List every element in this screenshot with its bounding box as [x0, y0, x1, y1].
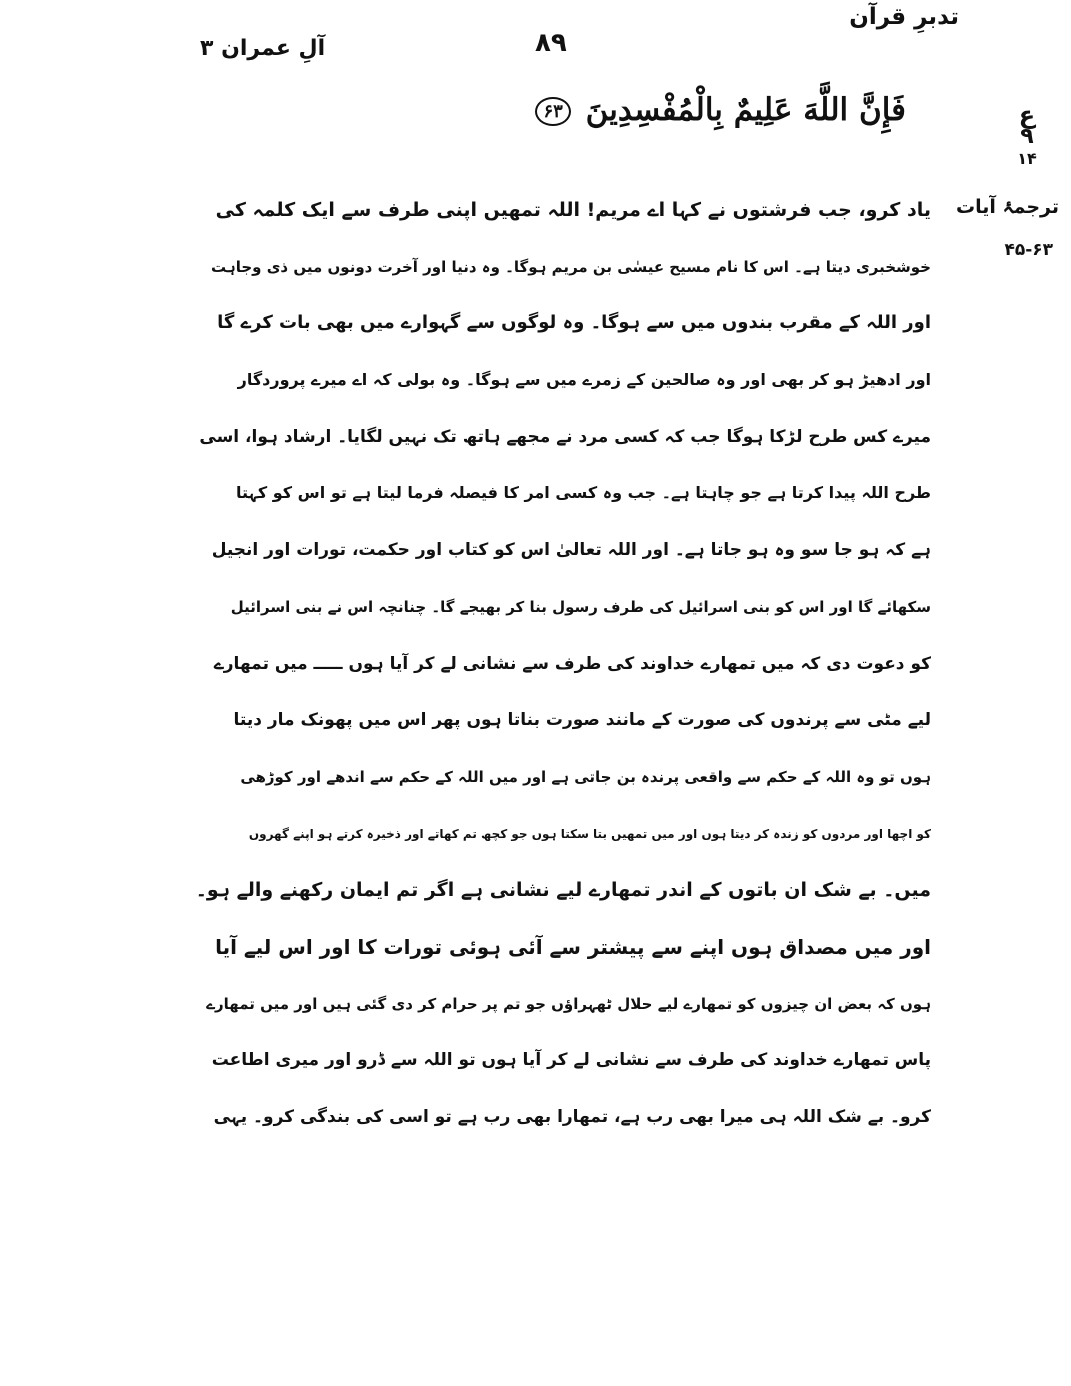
text-line: اور ادھیڑ ہو کر بھی اور وہ صالحین کے زمرے میں سے ہوگا۔ وہ بولی کہ اے میرے پروردگار: [237, 370, 931, 390]
book-title: تدبرِ قرآن: [849, 4, 959, 30]
text-line: کرو۔ بے شک اللہ ہی میرا بھی رب ہے، تمھارا بھی رب ہے تو اسی کی بندگی کرو۔ یہی: [213, 1107, 931, 1127]
text-line: ہوں کہ بعض ان چیزوں کو تمھارے لیے حلال ٹھہراؤں جو تم پر حرام کر دی گئی ہیں اور میں تمھارے: [206, 994, 931, 1013]
text-line: سکھائے گا اور اس کو بنی اسرائیل کی طرف رسول بنا کر بھیجے گا۔ چنانچہ اس نے بنی اسرائیل: [230, 597, 931, 616]
quran-verse: [535, 92, 906, 128]
text-line: یاد کرو، جب فرشتوں نے کہا اے مریم! اللہ تمھیں اپنی طرف سے ایک کلمہ کی: [215, 199, 931, 221]
text-line: پاس تمھارے خداوند کی طرف سے نشانی لے کر آیا ہوں تو اللہ سے ڈرو اور میری اطاعت: [211, 1050, 931, 1071]
text-line: کو دعوت دی کہ میں تمھارے خداوند کی طرف سے نشانی لے کر آیا ہوں ـــــ میں تمھارے: [213, 653, 931, 674]
ruku-number: ۹: [1020, 124, 1034, 149]
ruku-count: ۱۴: [1017, 149, 1037, 168]
text-line: میرے کس طرح لڑکا ہوگا جب کہ کسی مرد نے مجھے ہاتھ تک نہیں لگایا۔ ارشاد ہوا، اسی: [199, 426, 931, 447]
verse-number: ۶۳: [535, 97, 570, 126]
margin-note-title: ترجمۂ آیات: [955, 196, 1059, 218]
text-line: کو اچھا اور مردوں کو زندہ کر دیتا ہوں اور میں تمھیں بتا سکتا ہوں جو کچھ تم کھاتے اور ذخیرہ کرتے ہو اپنے گھروں: [248, 826, 931, 841]
translation-body: [196, 182, 931, 1146]
text-line: خوشخبری دیتا ہے۔ اس کا نام مسیح عیسٰی بن مریم ہوگا۔ وہ دنیا اور آخرت دونوں میں ذی وجاہت: [211, 257, 931, 276]
text-line: لیے مٹی سے پرندوں کی صورت کے مانند صورت بناتا ہوں پھر اس میں پھونک مار دیتا: [233, 710, 931, 731]
text-line: ہے کہ ہو جا سو وہ ہو جاتا ہے۔ اور اللہ تعالیٰ اس کو کتاب اور حکمت، تورات اور انجیل: [211, 540, 931, 561]
verse-text: فَإِنَّ اللَّهَ عَلِيمٌ بِالْمُفْسِدِينَ: [585, 92, 906, 128]
text-line: میں۔ بے شک ان باتوں کے اندر تمھارے لیے نشانی ہے اگر تم ایمان رکھنے والے ہو۔: [196, 879, 931, 902]
page-number: ۸۹: [535, 28, 567, 58]
ruku-letter: ع: [1018, 101, 1036, 129]
ruku-marker: [1001, 101, 1053, 170]
text-line: طرح اللہ پیدا کرتا ہے جو چاہتا ہے۔ جب وہ کسی امر کا فیصلہ فرما لیتا ہے تو اس کو کہتا: [235, 483, 931, 503]
surah-label: آلِ عمران ۳: [200, 36, 326, 61]
margin-note-range: ۴۵-۶۳: [1004, 240, 1053, 260]
text-line: اور اللہ کے مقرب بندوں میں سے ہوگا۔ وہ لوگوں سے گہوارے میں بھی بات کرے گا: [217, 312, 931, 334]
text-line: اور میں مصداق ہوں اپنے سے پیشتر سے آئی ہوئی تورات کا اور اس لیے آیا: [215, 934, 931, 959]
text-line: ہوں تو وہ اللہ کے حکم سے واقعی پرندہ بن جاتی ہے اور میں اللہ کے حکم سے اندھے اور کوڑھی: [240, 767, 931, 786]
